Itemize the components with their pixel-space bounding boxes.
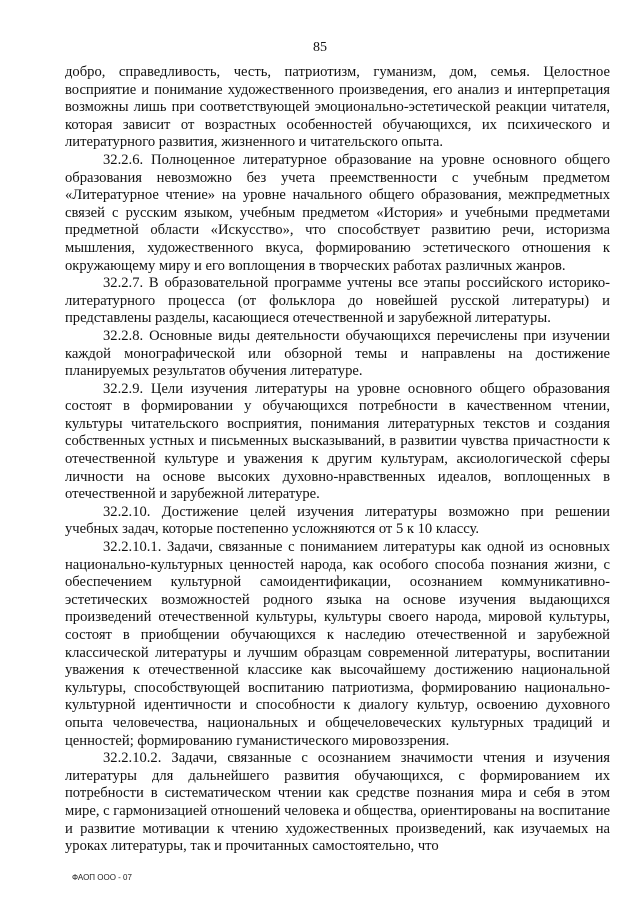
paragraph-32-2-10-2: 32.2.10.2. Задачи, связанные с осознанием значимости чтения и изучения литературы для дальнейшего развития обучающихся, с формированием их потребности в систематическом чтении как средстве познания мира и себя в этом мире, с гармонизацией отношений человека и общества, ориентированы на воспитание и развитие мотивации к чтению художественных произведений, как изучаемых на уроках литературы, так и прочитанных самостоятельно, что <box>65 750 610 855</box>
page-footer: ФАОП ООО - 07 <box>72 873 132 882</box>
paragraph-32-2-7: 32.2.7. В образовательной программе учтены все этапы российского историко-литературного процесса (от фольклора до новейшей русской литературы) и представлены разделы, касающиеся отечественной и зарубежной литературы. <box>65 275 610 327</box>
paragraph-32-2-8: 32.2.8. Основные виды деятельности обучающихся перечислены при изучении каждой монографической или обзорной темы и направлены на достижение планируемых результатов обучения литературе. <box>65 327 610 380</box>
document-body <box>65 64 610 856</box>
paragraph-32-2-10: 32.2.10. Достижение целей изучения литературы возможно при решении учебных задач, которые постепенно усложняются от 5 к 10 классу. <box>65 503 610 538</box>
page-number: 85 <box>313 40 327 55</box>
paragraph-continuation: добро, справедливость, честь, патриотизм, гуманизм, дом, семья. Целостное восприятие и понимание художественного произведения, его анализ и интерпретация возможны лишь при соответствующей эмоционально-эстетической реакции читателя, которая зависит от возрастных особенностей обучающихся, их психического и литературного развития, жизненного и читательского опыта. <box>65 64 610 151</box>
paragraph-32-2-9: 32.2.9. Цели изучения литературы на уровне основного общего образования состоят в формировании у обучающихся потребности в качественном чтении, культуры читательского восприятия, понимания литературных текстов и создания собственных устных и письменных высказываний, в развитии чувства причастности к отечественной культуре и уважения к другим культурам, аксиологической сферы личности на основе высоких духовно-нравственных идеалов, воплощенных в отечественной и зарубежной литературе. <box>65 380 610 503</box>
paragraph-32-2-10-1: 32.2.10.1. Задачи, связанные с пониманием литературы как одной из основных национально-культурных ценностей народа, как особого способа познания жизни, с обеспечением культурной самоидентификации, осознанием коммуникативно-эстетических возможностей родного языка на основе изучения выдающихся произведений отечественной культуры, культуры своего народа, мировой культуры, состоят в приобщении обучающихся к наследию отечественной и зарубежной классической литературы и лучшим образцам современной литературы, воспитании уважения к отечественной классике как высочайшему достижению национальной культуры, способствующей воспитанию патриотизма, формированию национально-культурной идентичности и способности к диалогу культур, освоению духовного опыта человечества, национальных и общечеловеческих культурных традиций и ценностей; формированию гуманистического мировоззрения. <box>65 539 610 749</box>
paragraph-32-2-6: 32.2.6. Полноценное литературное образование на уровне основного общего образования невозможно без учета преемственности с учебным предметом «Литературное чтение» на уровне начального общего образования, межпредметных связей с русским языком, учебным предметом «История» и учебными предметами предметной области «Искусство», что способствует развитию речи, историзма мышления, художественного вкуса, формированию эстетического отношения к окружающему миру и его воплощения в творческих работах различных жанров. <box>65 151 610 274</box>
